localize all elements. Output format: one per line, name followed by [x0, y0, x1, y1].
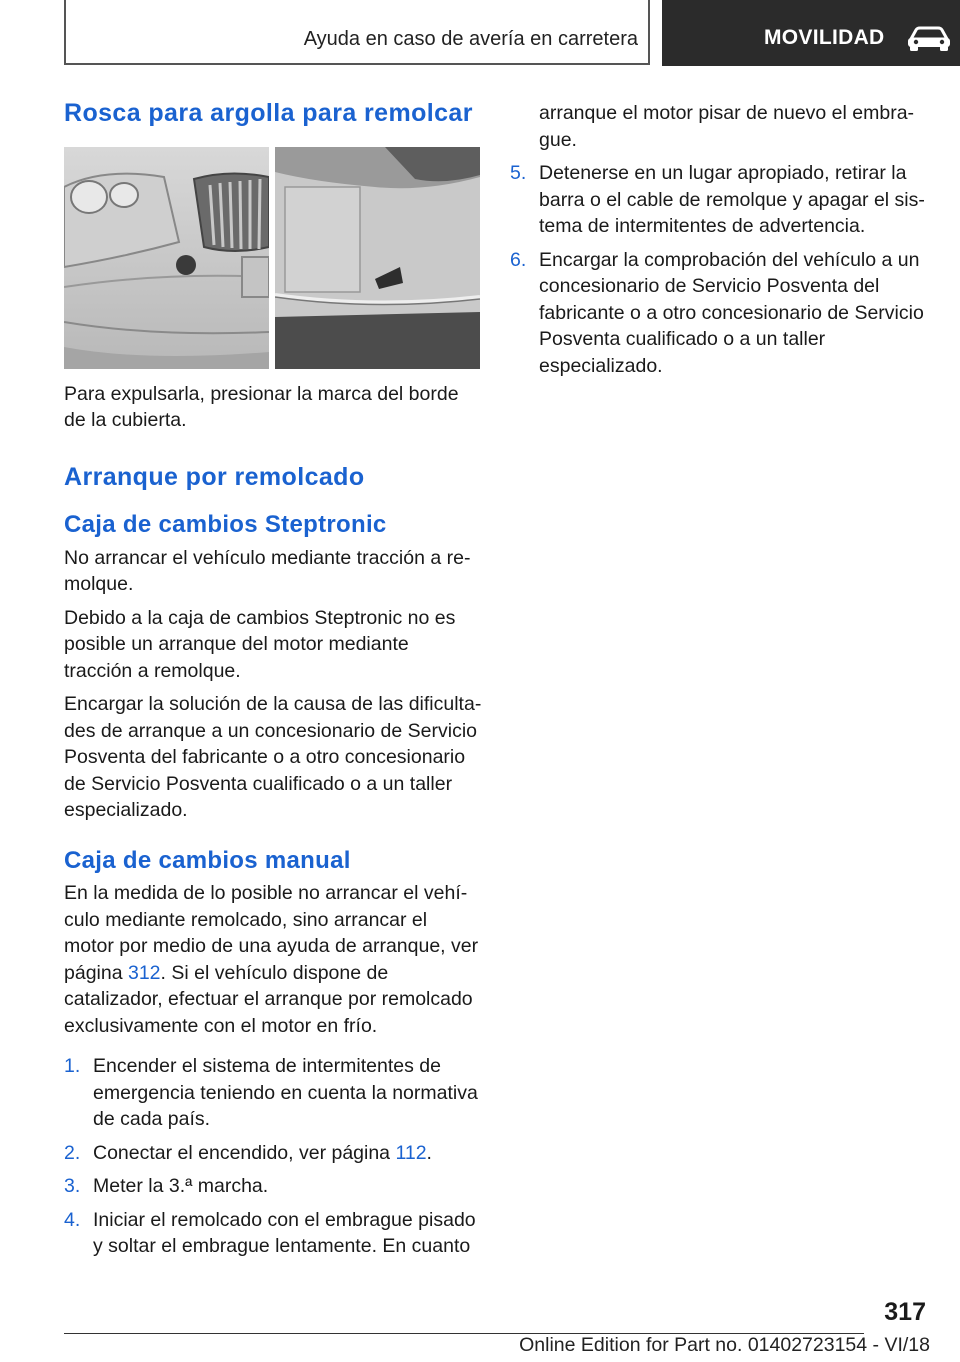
section-label: MOVILIDAD — [764, 26, 885, 49]
steptronic-para-3: Encargar la solución de la causa de las dificultades de arranque a un concesionario de Servicio Posventa del fabricante o a otro concesionario de Servicio Posventa cualificado o a un taller especializado. — [64, 693, 482, 821]
step-text: Encender el sistema de intermitentes de emergencia teniendo en cuenta la normativa de cada país. — [93, 1055, 478, 1130]
section-tab — [662, 0, 960, 66]
edition-note: Online Edition for Part no. 01402723154 - VI/18 — [519, 1334, 930, 1356]
page-number: 317 — [884, 1298, 926, 1326]
step-text: Detenerse en un lugar apropiado, retirar la barra o el cable de remolque y apagar el sistema de intermitentes de advertencia. — [539, 162, 925, 237]
step-number: 6. — [510, 248, 527, 271]
tow-eye-photo — [64, 147, 480, 369]
header-rule-left — [64, 0, 66, 64]
step-text: Encargar la comprobación del vehículo a un concesionario de Servicio Posventa del fabricante o a otro concesionario de Servicio Posventa cualificado o a un taller especializado. — [539, 248, 924, 377]
heading-tow-start: Arranque por remolcado — [64, 462, 365, 491]
step-number: 4. — [64, 1208, 81, 1231]
car-icon — [905, 25, 953, 51]
right-column — [510, 100, 928, 386]
heading-manual: Caja de cambios manual — [64, 846, 351, 874]
list-item — [64, 1173, 482, 1200]
step-text: Conectar el encendido, ver página — [93, 1141, 396, 1164]
list-item — [510, 160, 928, 240]
steptronic-para-2: Debido a la caja de cambios Steptronic no es posible un arranque del motor mediante tracción a remolque. — [64, 606, 456, 682]
page-link-112[interactable]: 112 — [395, 1141, 427, 1164]
header-rule-divider — [648, 0, 650, 64]
list-item — [64, 1207, 482, 1260]
manual-text-a: En la medida de lo posible no arrancar el vehículo mediante remolcado, sino arrancar el motor por medio de una ayuda de arranque, ver página — [64, 882, 479, 984]
step-text: Iniciar el remolcado con el embrague pisado y soltar el embrague lentamente. En cuanto — [93, 1208, 476, 1257]
breadcrumb: Ayuda en caso de avería en carretera — [303, 28, 638, 50]
step-text-end: . — [426, 1141, 432, 1164]
step-text: Meter la 3.ª marcha. — [93, 1175, 269, 1197]
heading-tow-thread: Rosca para argolla para remolcar — [64, 99, 473, 127]
list-item — [64, 1053, 482, 1133]
heading-steptronic: Caja de cambios Steptronic — [64, 511, 387, 538]
manual-text-b: . Si el vehículo dispone de catalizador, efectuar el arranque por remolcado exclusivamente con el motor en frío. — [64, 961, 473, 1037]
steps-list-left — [64, 1053, 482, 1260]
steptronic-para-1: No arrancar el vehículo mediante tracción a remolque. — [64, 546, 471, 595]
list-item — [510, 247, 928, 380]
front-bumper-image — [64, 147, 269, 369]
step-number: 1. — [64, 1055, 81, 1077]
photo-caption: Para expulsarla, presionar la marca del borde de la cubierta. — [64, 382, 459, 431]
list-item — [64, 1140, 482, 1167]
manual-para — [64, 880, 482, 1039]
header-rule-bottom — [64, 63, 650, 65]
step-number: 5. — [510, 162, 527, 184]
step-text: arranque el motor pisar de nuevo el embrague. — [539, 102, 915, 151]
left-column — [64, 100, 482, 1267]
rear-bumper-image — [275, 147, 480, 369]
list-item-continuation — [510, 100, 928, 153]
step-number: 3. — [64, 1175, 81, 1197]
page-link-312[interactable]: 312 — [127, 961, 161, 984]
step-number: 2. — [64, 1141, 81, 1164]
step-text-wrap — [93, 1140, 482, 1167]
